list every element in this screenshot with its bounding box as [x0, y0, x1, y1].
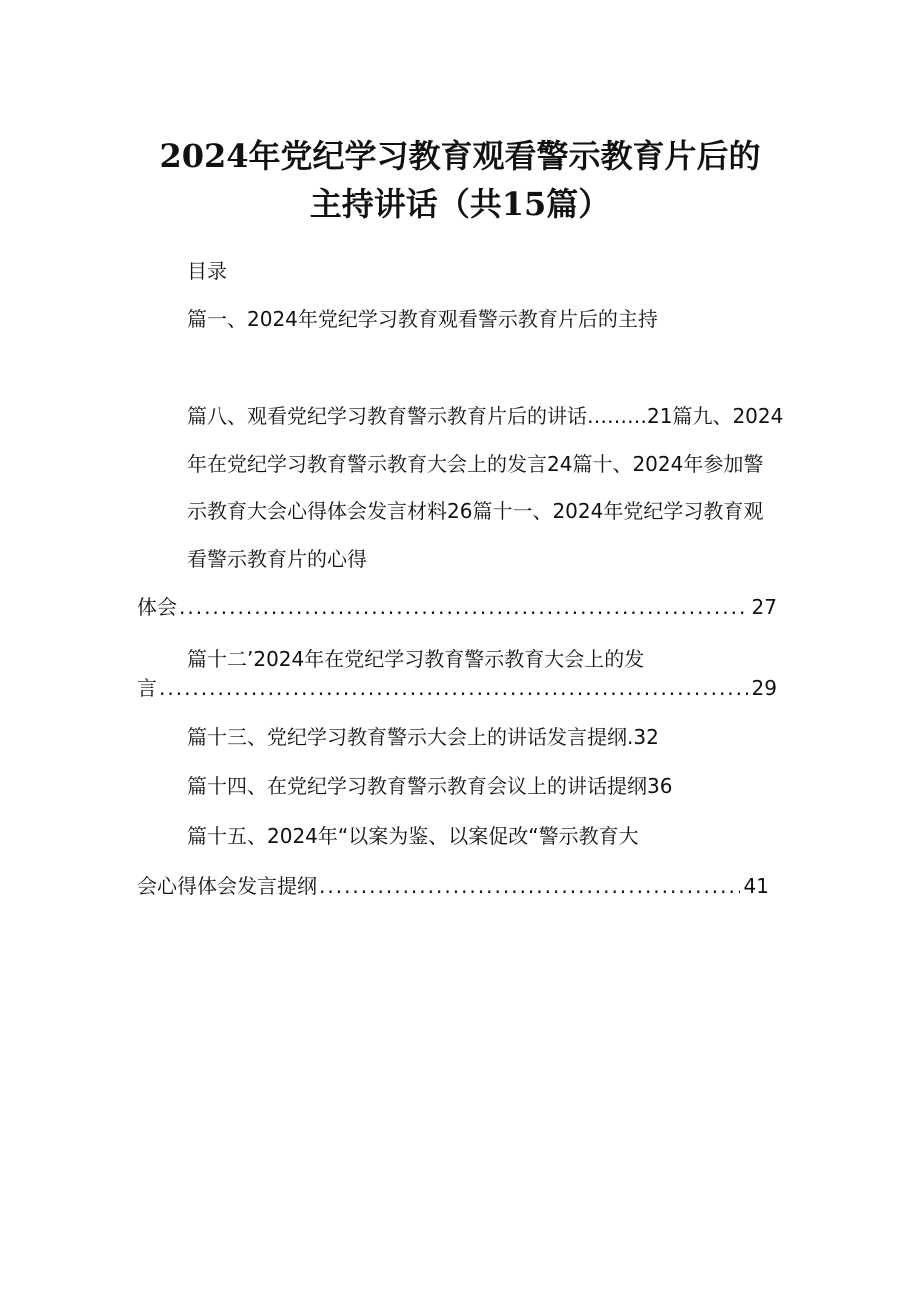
- dot-leader: [179, 593, 748, 621]
- dot-leader: [319, 872, 740, 900]
- toc-entry-14: 篇十四、在党纪学习教育警示教育会议上的讲话提纲36: [187, 774, 673, 798]
- dot-leader: [159, 674, 748, 702]
- toc-page-number: 27: [751, 595, 777, 619]
- toc-entry-text: 言: [137, 676, 157, 700]
- toc-entry-10-line: 示教育大会心得体会发言材料26篇十一、2024年党纪学习教育观: [187, 499, 764, 523]
- toc-page-number: 41: [743, 874, 769, 898]
- toc-entry-11-leader-line: [137, 593, 777, 621]
- toc-entry-text: 体会: [137, 595, 177, 619]
- toc-entry-12-line: 篇十二’2024年在党纪学习教育警示教育大会上的发: [187, 647, 645, 671]
- document-title-line-1: 2024年党纪学习教育观看警示教育片后的: [159, 137, 761, 175]
- toc-entry-9-line: 年在党纪学习教育警示教育大会上的发言24篇十、2024年参加警: [187, 452, 764, 476]
- toc-entry-text: 会心得体会发言提纲: [137, 874, 317, 898]
- toc-entry-15-line: 篇十五、2024年“以案为鉴、以案促改“警示教育大: [187, 824, 639, 848]
- toc-entry-8-line: 篇八、观看党纪学习教育警示教育片后的讲话………21篇九、2024: [187, 404, 784, 428]
- toc-entry-13: 篇十三、党纪学习教育警示大会上的讲话发言提纲.32: [187, 725, 659, 749]
- toc-page-number: 29: [751, 676, 777, 700]
- toc-entry-12-leader-line: [137, 674, 777, 702]
- toc-entry-11-line: 看警示教育片的心得: [187, 547, 367, 571]
- document-title-line-2: 主持讲话（共15篇）: [309, 185, 611, 223]
- toc-heading: 目录: [187, 259, 227, 283]
- toc-entry-15-leader-line: [137, 872, 769, 900]
- toc-entry-1: 篇一、2024年党纪学习教育观看警示教育片后的主持: [187, 307, 658, 331]
